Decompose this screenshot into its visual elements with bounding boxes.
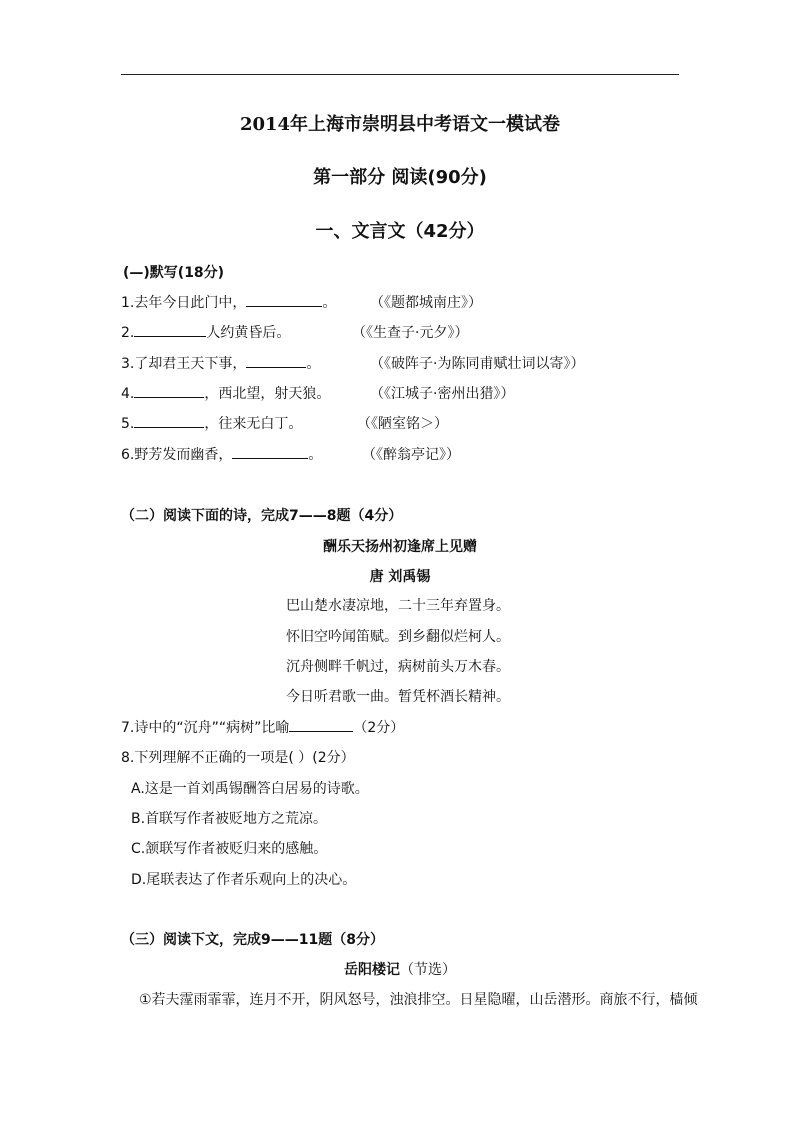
poem-line: 沉舟侧畔千帆过，病树前头万木春。 bbox=[286, 659, 510, 675]
dictation-item-6 bbox=[121, 444, 322, 464]
choice-c: C.颔联写作者被贬归来的感触。 bbox=[131, 841, 328, 857]
item-source: （《题都城南庄》） bbox=[370, 295, 482, 311]
prose-title: 岳阳楼记 bbox=[344, 962, 400, 978]
subsection-heading-dictation: (—)默写(18分) bbox=[123, 265, 225, 281]
prose-title-line bbox=[0, 959, 800, 979]
prose-paragraph-line: ①若夫霪雨霏霏，连月不开，阴风怒号，浊浪排空。日星隐曜，山岳潜形。商旅不行，樯倾 bbox=[139, 992, 698, 1008]
answer-blank[interactable] bbox=[246, 292, 322, 307]
question-score: （2分） bbox=[353, 720, 405, 736]
poem-line: 巴山楚水凄凉地，二十三年弃置身。 bbox=[286, 598, 510, 614]
question-8: 8.下列理解不正确的一项是( ）(2分） bbox=[121, 750, 355, 766]
section-heading: 一、文言文（42分） bbox=[315, 221, 485, 242]
item-text-post: 人约黄昏后。 bbox=[206, 325, 291, 341]
prose-note: （节选） bbox=[400, 962, 456, 978]
item-source: （《生查子·元夕》） bbox=[352, 325, 469, 341]
item-source: （《醉翁亭记》） bbox=[362, 447, 460, 463]
dictation-item-4 bbox=[121, 383, 330, 403]
exam-title: 2014年上海市崇明县中考语文一模试卷 bbox=[239, 114, 561, 135]
poem-author: 唐 刘禹锡 bbox=[369, 569, 431, 585]
item-text-pre: 6.野芳发而幽香， bbox=[121, 447, 233, 463]
dictation-item-3 bbox=[121, 353, 320, 373]
item-text-post: 。 bbox=[306, 356, 321, 372]
answer-blank[interactable] bbox=[134, 322, 206, 337]
poem-title: 酬乐天扬州初逢席上见赠 bbox=[323, 539, 477, 555]
answer-blank[interactable] bbox=[134, 383, 204, 398]
item-text-post: ，西北望，射天狼。 bbox=[204, 386, 331, 402]
answer-blank[interactable] bbox=[246, 353, 306, 368]
part-heading: 第一部分 阅读(90分) bbox=[313, 167, 487, 188]
answer-blank[interactable] bbox=[232, 444, 308, 459]
choice-a: A.这是一首刘禹锡酬答白居易的诗歌。 bbox=[131, 781, 369, 797]
answer-blank[interactable] bbox=[289, 717, 353, 732]
item-source: （《陋室铭＞） bbox=[357, 416, 448, 432]
question-text: 7.诗中的“沉舟”“病树”比喻 bbox=[121, 720, 290, 736]
item-source: （《江城子·密州出猎》） bbox=[370, 386, 515, 402]
poem-line: 怀旧空吟闻笛赋。到乡翻似烂柯人。 bbox=[286, 629, 510, 645]
item-text-pre: 3.了却君王天下事， bbox=[121, 356, 247, 372]
answer-blank[interactable] bbox=[134, 413, 204, 428]
item-text-post: 。 bbox=[308, 447, 323, 463]
poem-line: 今日听君歌一曲。暂凭杯酒长精神。 bbox=[286, 689, 510, 705]
item-text-pre: 1.去年今日此门中， bbox=[121, 295, 247, 311]
item-text-pre: 4. bbox=[121, 386, 135, 402]
choice-b: B.首联写作者被贬地方之荒凉。 bbox=[131, 811, 328, 827]
choice-d: D.尾联表达了作者乐观向上的决心。 bbox=[131, 872, 357, 888]
subsection-heading-poem: （二）阅读下面的诗，完成7——8题（4分） bbox=[121, 508, 403, 524]
item-source: （《破阵子·为陈同甫赋壮词以寄》） bbox=[370, 356, 585, 372]
item-text-pre: 2. bbox=[121, 325, 135, 341]
dictation-item-5 bbox=[121, 413, 302, 433]
subsection-heading-prose: （三）阅读下文，完成9——11题（8分） bbox=[121, 932, 384, 948]
item-text-post: ，往来无白丁。 bbox=[204, 416, 303, 432]
top-rule bbox=[121, 74, 679, 75]
dictation-item-1 bbox=[121, 292, 336, 312]
question-7 bbox=[121, 717, 404, 737]
item-text-pre: 5. bbox=[121, 416, 135, 432]
dictation-item-2 bbox=[121, 322, 290, 342]
item-text-post: 。 bbox=[322, 295, 337, 311]
